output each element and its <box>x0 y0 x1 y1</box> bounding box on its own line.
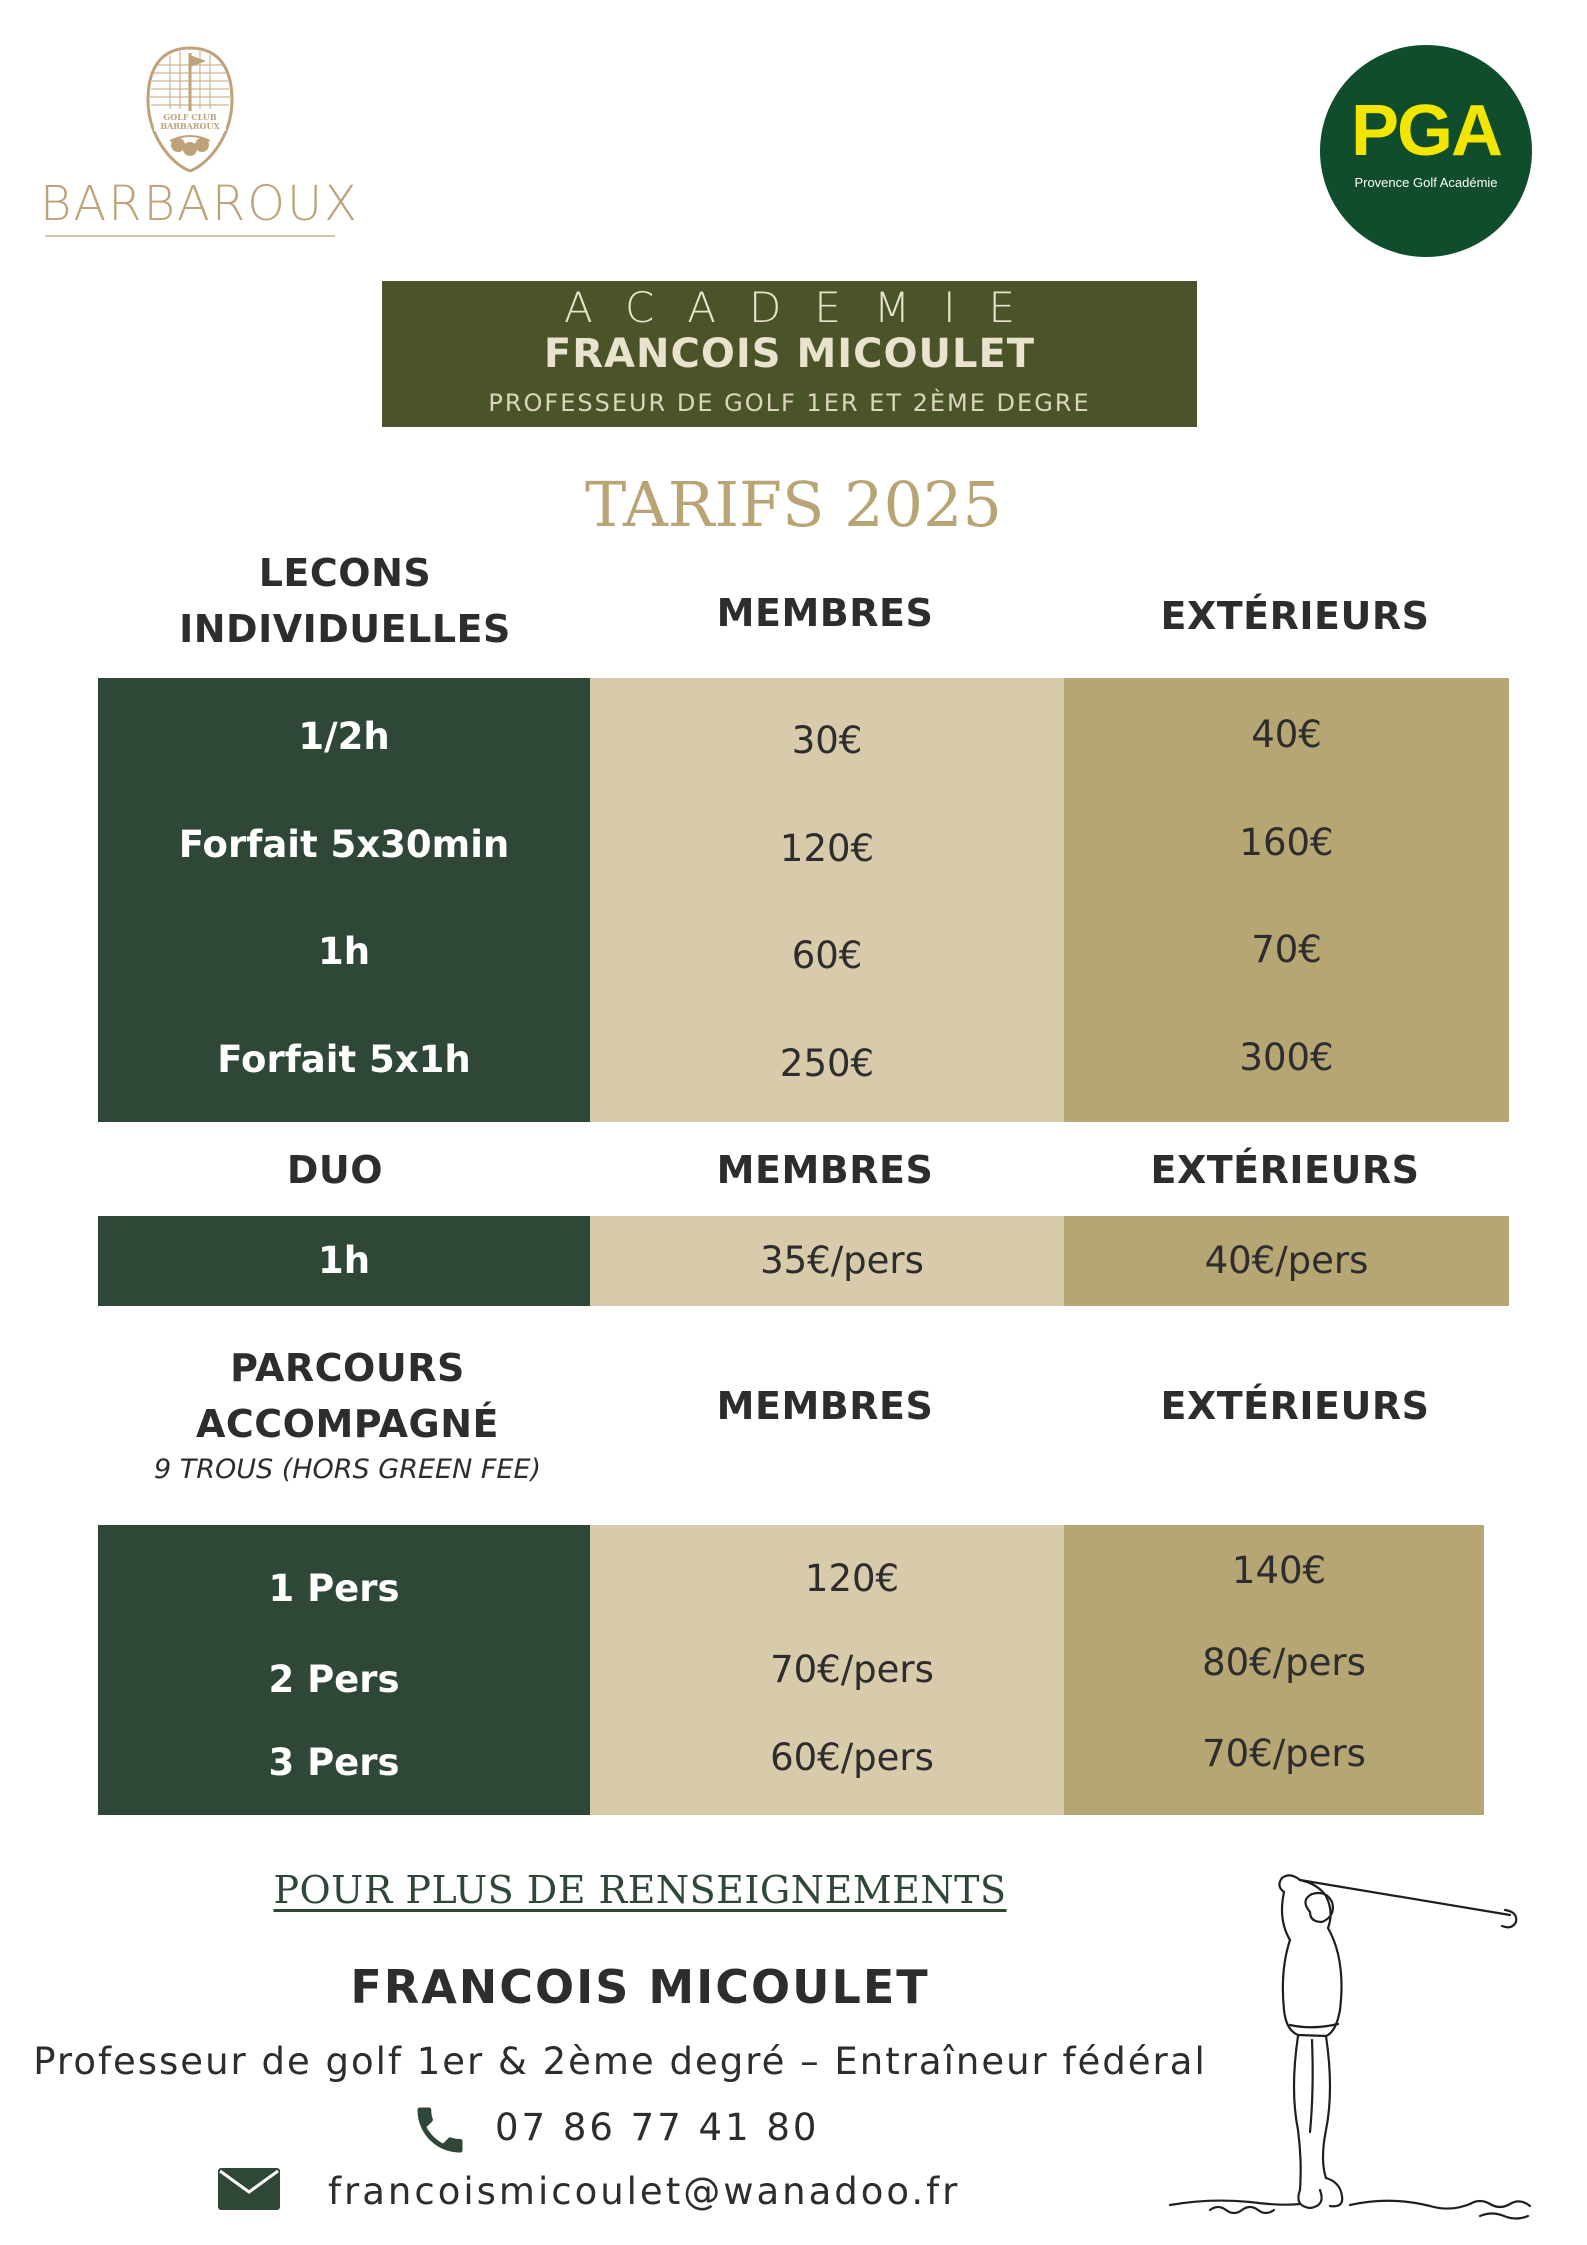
individual-header-text: LECONS INDIVIDUELLES <box>179 551 511 651</box>
individual-external-2: 70€ <box>1251 928 1322 971</box>
banner-subtitle: PROFESSEUR DE GOLF 1ER ET 2ÈME DEGRE <box>488 389 1091 417</box>
more-info-heading: POUR PLUS DE RENSEIGNEMENTS <box>273 1868 1007 1912</box>
pga-wordmark: PGA <box>1350 91 1502 171</box>
course-members-0: 120€ <box>804 1557 900 1600</box>
course-external-0: 140€ <box>1231 1549 1327 1592</box>
course-external-1: 80€/pers <box>1202 1641 1366 1684</box>
course-header-line2: ACCOMPAGNÉ <box>195 1402 500 1446</box>
course-col-external: EXTÉRIEURS <box>1160 1384 1430 1428</box>
duo-col-external: EXTÉRIEURS <box>1150 1148 1420 1192</box>
phone-number[interactable]: 07 86 77 41 80 <box>495 2106 820 2149</box>
individual-label-1: Forfait 5x30min <box>178 823 510 866</box>
course-header <box>120 1340 575 1488</box>
duo-label-0: 1h <box>317 1239 371 1282</box>
individual-header <box>130 545 560 657</box>
individual-members-3: 250€ <box>779 1042 875 1085</box>
individual-external-0: 40€ <box>1251 713 1322 756</box>
svg-text:GOLF CLUB: GOLF CLUB <box>163 112 217 122</box>
course-col-members: MEMBRES <box>716 1384 934 1428</box>
course-note: 9 TROUS (HORS GREEN FEE) <box>153 1454 542 1485</box>
individual-external-column <box>1064 678 1509 1122</box>
pga-logo <box>1320 45 1532 257</box>
duo-external-0: 40€/pers <box>1204 1239 1369 1282</box>
duo-members-column <box>590 1216 1064 1306</box>
contact-role: Professeur de golf 1er & 2ème degré – Entraîneur fédéral <box>33 2040 1207 2083</box>
course-header-line1: PARCOURS <box>230 1346 465 1390</box>
individual-label-3: Forfait 5x1h <box>217 1038 471 1081</box>
individual-members-1: 120€ <box>779 827 875 870</box>
envelope-icon <box>218 2168 280 2210</box>
course-external-2: 70€/pers <box>1202 1732 1366 1775</box>
pga-subtitle: Provence Golf Académie <box>1354 175 1498 190</box>
individual-label-0: 1/2h <box>298 715 390 758</box>
barbaroux-logo <box>40 45 360 260</box>
course-external-column <box>1064 1525 1484 1815</box>
individual-external-1: 160€ <box>1239 821 1334 864</box>
barbaroux-wordmark: BARBAROUX <box>40 176 360 232</box>
banner-name: FRANCOIS MICOULET <box>543 331 1036 377</box>
duo-external-column <box>1064 1216 1509 1306</box>
page-title: TARIFS 2025 <box>585 468 1002 541</box>
individual-col-members: MEMBRES <box>716 591 934 635</box>
barbaroux-underline <box>45 235 335 237</box>
course-members-2: 60€/pers <box>770 1736 934 1779</box>
individual-col-external: EXTÉRIEURS <box>1160 594 1430 638</box>
email-address[interactable]: francoismicoulet@wanadoo.fr <box>328 2170 961 2213</box>
course-label-column <box>98 1525 590 1815</box>
svg-text:BARBAROUX: BARBAROUX <box>160 121 220 131</box>
course-members-column <box>590 1525 1064 1815</box>
academy-banner <box>382 281 1197 427</box>
duo-label-column <box>98 1216 590 1306</box>
duo-header: DUO <box>286 1148 384 1192</box>
phone-icon <box>410 2100 470 2160</box>
course-label-2: 3 Pers <box>268 1741 400 1784</box>
individual-label-column <box>98 678 590 1122</box>
course-label-0: 1 Pers <box>268 1567 400 1610</box>
individual-members-0: 30€ <box>791 719 863 762</box>
contact-name: FRANCOIS MICOULET <box>350 1960 930 2014</box>
course-label-1: 2 Pers <box>268 1658 400 1701</box>
duo-members-0: 35€/pers <box>760 1239 924 1282</box>
golfer-illustration <box>1150 1860 1570 2230</box>
individual-external-3: 300€ <box>1239 1036 1334 1079</box>
individual-label-2: 1h <box>317 930 371 973</box>
course-members-1: 70€/pers <box>770 1648 934 1691</box>
individual-members-2: 60€ <box>791 934 863 977</box>
duo-col-members: MEMBRES <box>716 1148 934 1192</box>
individual-members-column <box>590 678 1064 1122</box>
golf-club-crest-icon <box>140 45 240 175</box>
banner-academie: ACADEMIE <box>563 283 1049 332</box>
